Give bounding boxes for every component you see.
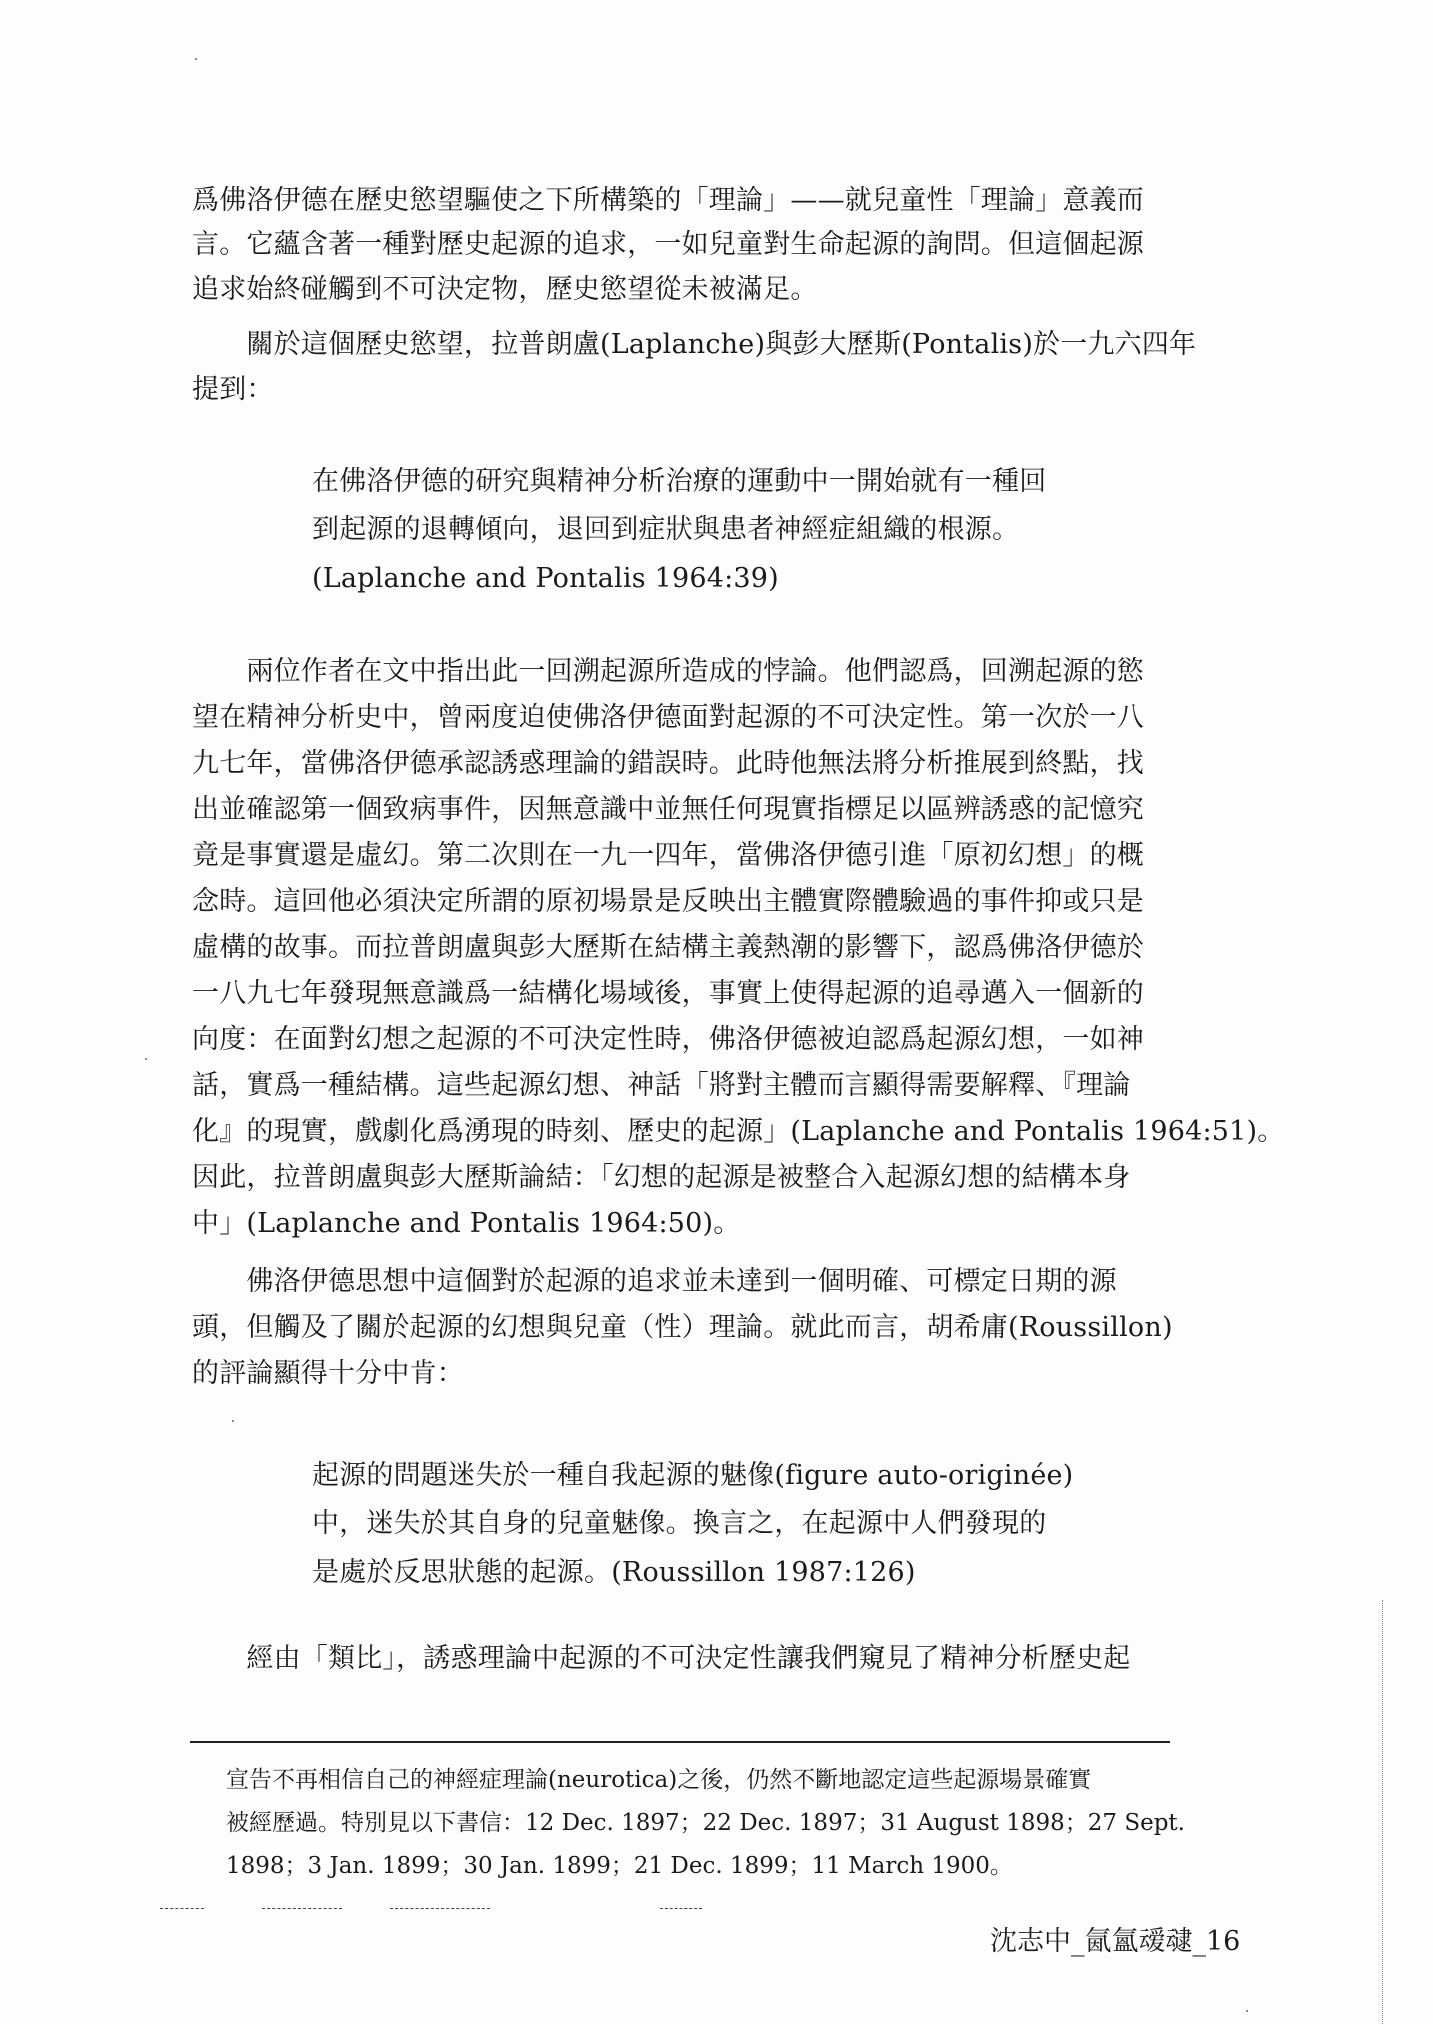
body-line: 一八九七年發現無意識爲一結構化場域後，事實上使得起源的追尋邁入一個新的	[192, 978, 1144, 1009]
body-line: 出並確認第一個致病事件，因無意識中並無任何現實指標足以區辨誘惑的記憶究	[192, 794, 1144, 825]
body-line: 念時。這回他必須決定所謂的原初場景是反映出主體實際體驗過的事件抑或只是	[192, 886, 1144, 917]
scan-speck	[1246, 2010, 1248, 2012]
scan-speck	[232, 1420, 234, 1422]
body-line: 經由「類比」，誘惑理論中起源的不可決定性讓我們窺見了精神分析歷史起	[192, 1643, 1131, 1674]
body-line: 話，實爲一種結構。這些起源幻想、神話「將對主體而言顯得需要解釋、『理論	[192, 1070, 1131, 1101]
scan-speck	[195, 58, 197, 60]
footnote-line: 被經歷過。特別見以下書信：12 Dec. 1897；22 Dec. 1897；31 August 1898；27 Sept.	[226, 1810, 1185, 1836]
scan-speck	[145, 1058, 147, 1060]
body-line: 提到：	[192, 374, 274, 405]
scan-mark	[160, 1908, 204, 1909]
body-line: 因此，拉普朗盧與彭大歷斯論結：「幻想的起源是被整合入起源幻想的結構本身	[192, 1162, 1131, 1193]
block-quote-line: 起源的問題迷失於一種自我起源的魅像(figure auto-originée)	[312, 1460, 1074, 1491]
footnote-line: 1898；3 Jan. 1899；30 Jan. 1899；21 Dec. 1899；11 March 1900。	[226, 1853, 1013, 1879]
body-line: 虛構的故事。而拉普朗盧與彭大歷斯在結構主義熱潮的影響下，認爲佛洛伊德於	[192, 932, 1144, 963]
body-line: 望在精神分析史中，曾兩度迫使佛洛伊德面對起源的不可決定性。第一次於一八	[192, 702, 1144, 733]
body-line: 竟是事實還是虛幻。第二次則在一九一四年，當佛洛伊德引進「原初幻想」的概	[192, 840, 1144, 871]
body-line: 兩位作者在文中指出此一回溯起源所造成的悖論。他們認爲，回溯起源的慾	[192, 656, 1144, 687]
block-quote-line: 在佛洛伊德的研究與精神分析治療的運動中一開始就有一種回	[312, 466, 1047, 497]
scan-mark	[262, 1908, 342, 1909]
body-line: 佛洛伊德思想中這個對於起源的追求並未達到一個明確、可標定日期的源	[192, 1266, 1117, 1297]
running-footer: 沈志中_氤氳叆叇_16	[990, 1926, 1241, 1957]
scan-mark	[390, 1908, 490, 1909]
footnote-line: 宣告不再相信自己的神經症理論(neurotica)之後，仍然不斷地認定這些起源場景確實	[226, 1767, 1092, 1793]
body-line: 追求始終碰觸到不可決定物，歷史慾望從未被滿足。	[192, 274, 818, 305]
footnote-divider	[190, 1741, 1170, 1743]
block-quote-line: 到起源的退轉傾向，退回到症狀與患者神經症組織的根源。	[312, 514, 1020, 545]
block-quote-line: 是處於反思狀態的起源。(Roussillon 1987:126)	[312, 1557, 916, 1588]
body-line: 化』的現實，戲劇化爲湧現的時刻、歷史的起源」(Laplanche and Pontalis 1964:51)。	[192, 1116, 1285, 1147]
block-quote-line: 中，迷失於其自身的兒童魅像。換言之，在起源中人們發現的	[312, 1508, 1047, 1539]
body-line: 九七年，當佛洛伊德承認誘惑理論的錯誤時。此時他無法將分析推展到終點，找	[192, 748, 1144, 779]
scan-edge	[1382, 1600, 1383, 2024]
body-line: 頭，但觸及了關於起源的幻想與兒童（性）理論。就此而言，胡希庸(Roussillon)	[192, 1312, 1173, 1343]
body-line: 言。它蘊含著一種對歷史起源的追求，一如兒童對生命起源的詢問。但這個起源	[192, 229, 1144, 260]
body-line: 向度：在面對幻想之起源的不可決定性時，佛洛伊德被迫認爲起源幻想，一如神	[192, 1024, 1144, 1055]
scan-mark	[660, 1908, 702, 1909]
body-line: 中」(Laplanche and Pontalis 1964:50)。	[192, 1208, 741, 1239]
body-line: 的評論顯得十分中肯：	[192, 1358, 464, 1389]
body-line: 關於這個歷史慾望，拉普朗盧(Laplanche)與彭大歷斯(Pontalis)於一九六四年	[192, 329, 1197, 360]
block-quote-citation: (Laplanche and Pontalis 1964:39)	[312, 563, 779, 594]
body-line: 爲佛洛伊德在歷史慾望驅使之下所構築的「理論」——就兒童性「理論」意義而	[192, 185, 1144, 216]
